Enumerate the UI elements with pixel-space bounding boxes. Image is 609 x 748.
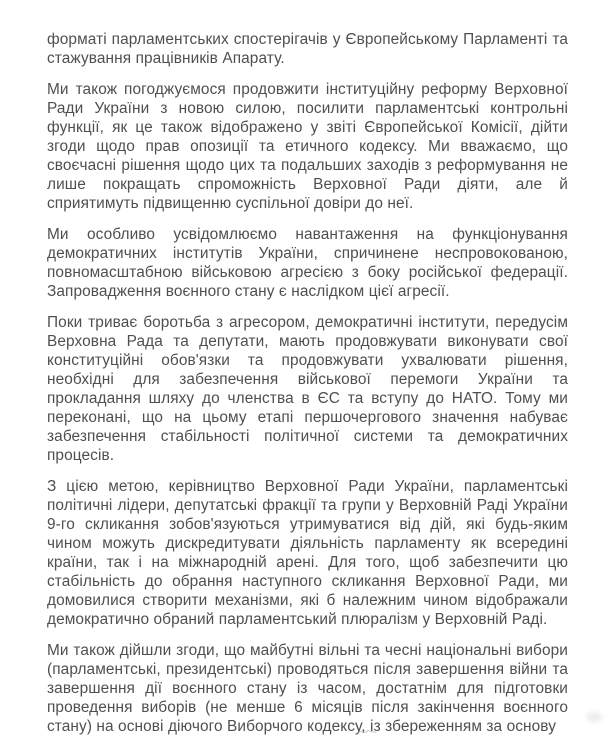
paragraph: З цією метою, керівництво Верховної Ради України, парламентські політичні лідери, депутатські фракції та групи у Верховній Раді України 9-го скликання зобов'язуються утримуватися від дій, які будь-яким чином можуть дискредитувати діяльність парламенту як всередині країни, так і на міжнародній арені. Для того, щоб забезпечити цю стабільність до обрання наступного скликання Верховної Ради, ми домовилися створити механізми, які б належним чином відображали демократично обраний парламентський плюралізм у Верховній Раді. bbox=[47, 478, 568, 628]
paragraph: форматі парламентських спостерігачів у Європейському Парламенті та стажування працівників Апарату. bbox=[47, 31, 568, 67]
paragraph: Ми особливо усвідомлюємо навантаження на функціонування демократичних інститутів України, спричинене неспровокованою, повномасштабною військовою агресією з боку російської федерації. Запровадження воєнного стану є наслідком цієї агресії. bbox=[47, 226, 568, 300]
paragraph: Ми також погоджуємося продовжити інституційну реформу Верховної Ради України з новою силою, посилити парламентські контрольні функції, як це також відображено у звіті Європейської Комісії, дійти згоди щодо прав опозиції та етичного кодексу. Ми вважаємо, що своєчасні рішення щодо цих та подальших заходів з реформування не лише покращать спроможність Верховної Ради діяти, але й сприятимуть підвищенню суспільної довіри до неї. bbox=[47, 81, 568, 212]
scan-smudge-artifact bbox=[586, 712, 602, 722]
pencil-squiggle-mark-icon bbox=[355, 726, 379, 738]
paragraph: Поки триває боротьба з агресором, демократичні інститути, передусім Верховна Рада та депутати, мають продовжувати виконувати свої конституційні обов'язки та продовжувати ухвалювати рішення, необхідні для забезпечення військової перемоги України та прокладання шляху до членства в ЄС та вступу до НАТО. Тому ми переконані, що на цьому етапі першочергового значення набуває забезпечення стабільності політичної системи та демократичних процесів. bbox=[47, 314, 568, 464]
document-text-block bbox=[47, 30, 568, 748]
paragraph: Ми також дійшли згоди, що майбутні вільні та чесні національні вибори (парламентські, президентські) проводяться після завершення війни та завершення дії воєнного стану із часом, достатнім для підготовки проведення виборів (не менше 6 місяців після закінчення воєнного стану) на основі діючого Виборчого кодексу, із збереженням за основу bbox=[47, 642, 568, 735]
